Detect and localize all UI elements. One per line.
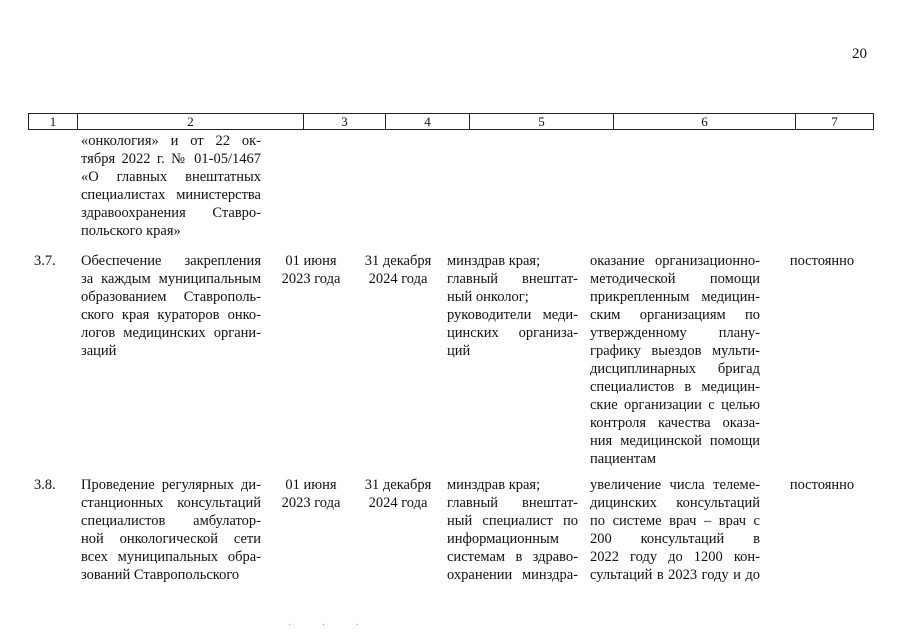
row-start-date: [272, 476, 350, 512]
continuation-line: специалистах министерства: [81, 187, 261, 203]
continuation-line: «онкология» и от 22 ок-: [81, 133, 261, 149]
start-date-line: 01 июня: [285, 477, 337, 493]
result-line: оказание организационно-: [590, 253, 760, 269]
row-result: [590, 476, 760, 584]
result-line: методической помощи: [590, 271, 760, 287]
result-line: сультаций в 2023 году и до: [590, 567, 760, 583]
responsible-line: руководители меди-: [447, 307, 578, 323]
result-line: прикрепленным медицин-: [590, 289, 760, 305]
responsible-line: минздрав края;: [447, 477, 541, 493]
responsible-line: охранении минздра-: [447, 567, 578, 583]
row-end-date: [356, 476, 440, 512]
responsible-line: системам в здраво-: [447, 549, 578, 565]
result-line: дисциплинарных бригад: [590, 361, 760, 377]
row-period: постоянно: [789, 253, 855, 269]
result-line: графику выездов мульти-: [590, 343, 760, 359]
result-line: ским организациям по: [590, 307, 760, 323]
row-responsible: [447, 252, 578, 360]
activity-line: Проведение регулярных ди-: [81, 477, 261, 493]
activity-line: за каждым муниципальным: [81, 271, 261, 287]
continuation-text: [81, 132, 261, 240]
column-number-header: [28, 113, 874, 130]
column-header-5: 5: [469, 114, 613, 129]
activity-line: зований Ставропольского: [81, 567, 240, 583]
row-activity: [81, 476, 261, 584]
end-date-line: 31 декабря: [364, 253, 432, 269]
activity-line: станционных консультаций: [81, 495, 261, 511]
responsible-line: главный внештат-: [447, 495, 578, 511]
result-line: пациентам: [590, 451, 657, 467]
continuation-line: польского края»: [81, 223, 181, 239]
result-line: увеличение числа телеме-: [590, 477, 760, 493]
row-number: 3.8.: [34, 477, 56, 493]
continuation-line: здравоохранения Ставро-: [81, 205, 261, 221]
end-date-line: 2024 года: [368, 271, 428, 287]
column-header-6: 6: [613, 114, 795, 129]
activity-line: образованием Ставрополь-: [81, 289, 261, 305]
result-line: по системе врач – врач с: [590, 513, 760, 529]
responsible-line: ций: [447, 343, 471, 359]
responsible-line: информационным: [447, 531, 559, 547]
column-header-2: 2: [77, 114, 303, 129]
responsible-line: цинских организа-: [447, 325, 578, 341]
result-line: контроля качества оказа-: [590, 415, 760, 431]
activity-line: всех муниципальных обра-: [81, 549, 261, 565]
continuation-line: «О главных внештатных: [81, 169, 261, 185]
responsible-line: ный специалист по: [447, 513, 578, 529]
result-line: дицинских консультаций: [590, 495, 760, 511]
activity-line: ского края кураторов онко-: [81, 307, 261, 323]
activity-line: ной онкологической сети: [81, 531, 261, 547]
activity-line: заций: [81, 343, 117, 359]
column-header-4: 4: [385, 114, 469, 129]
responsible-line: ный онколог;: [447, 289, 529, 305]
row-period: постоянно: [789, 477, 855, 493]
column-header-3: 3: [303, 114, 385, 129]
activity-line: Обеспечение закрепления: [81, 253, 261, 269]
start-date-line: 2023 года: [281, 271, 341, 287]
result-line: 2022 году до 1200 кон-: [590, 549, 760, 565]
activity-line: логов медицинских органи-: [81, 325, 261, 341]
row-start-date: [272, 252, 350, 288]
row-number: 3.7.: [34, 253, 56, 269]
column-header-7: 7: [795, 114, 873, 129]
end-date-line: 31 декабря: [364, 477, 432, 493]
row-result: [590, 252, 760, 468]
result-line: ские организации с целью: [590, 397, 760, 413]
row-responsible: [447, 476, 578, 584]
result-line: 200 консультаций в: [590, 531, 760, 547]
continuation-line: тября 2022 г. № 01-05/1467: [81, 151, 261, 167]
row-end-date: [356, 252, 440, 288]
column-header-1: 1: [49, 114, 57, 129]
result-line: утвержденному плану-: [590, 325, 760, 341]
responsible-line: главный внештат-: [447, 271, 578, 287]
start-date-line: 01 июня: [285, 253, 337, 269]
start-date-line: 2023 года: [281, 495, 341, 511]
end-date-line: 2024 года: [368, 495, 428, 511]
responsible-line: минздрав края;: [447, 253, 541, 269]
row-activity: [81, 252, 261, 360]
activity-line: специалистов амбулатор-: [81, 513, 261, 529]
result-line: ния медицинской помощи: [590, 433, 760, 449]
scan-specks: · · ·: [288, 620, 373, 631]
result-line: специалистов в медицин-: [590, 379, 760, 395]
page-number: 20: [852, 46, 867, 62]
